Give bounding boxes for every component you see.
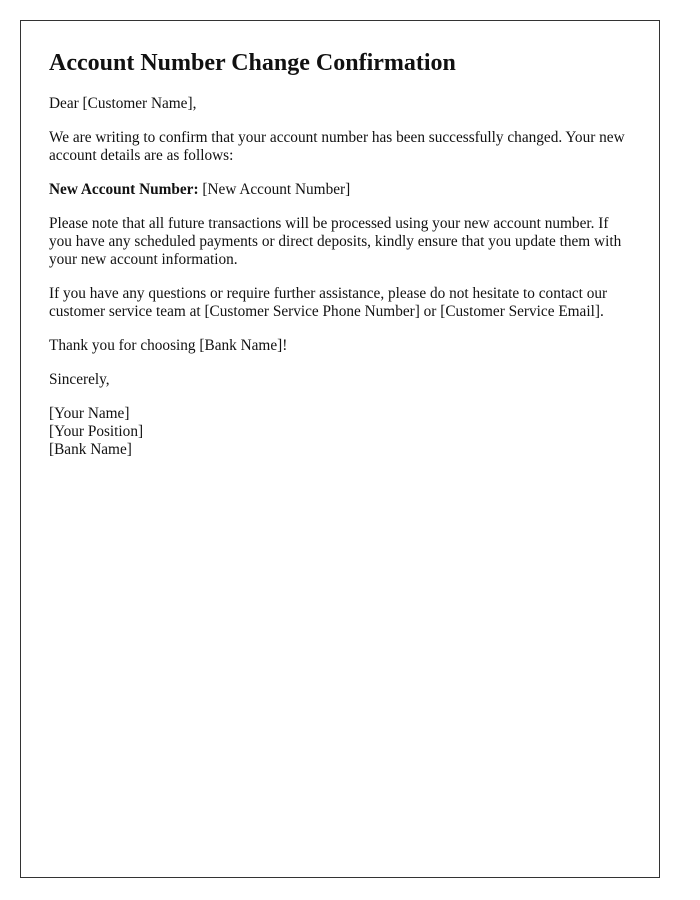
letter-title: Account Number Change Confirmation <box>49 50 456 76</box>
thanks-line: Thank you for choosing [Bank Name]! <box>49 337 288 354</box>
signature-block <box>49 405 631 459</box>
signature-position: [Your Position] <box>49 423 144 440</box>
greeting: Dear [Customer Name], <box>49 95 197 112</box>
account-number-value: [New Account Number] <box>198 181 351 198</box>
account-number-line <box>49 181 631 199</box>
letter-page <box>20 20 660 878</box>
account-number-label: New Account Number: <box>49 181 199 198</box>
contact-paragraph: If you have any questions or require further assistance, please do not hesitate to contact our customer service team at [Customer Service Phone Number] or [Customer Service Email]. <box>49 285 608 320</box>
confirmation-paragraph: We are writing to confirm that your account number has been successfully changed. Your new account details are as follows: <box>49 129 625 164</box>
closing-line: Sincerely, <box>49 371 110 388</box>
signature-name: [Your Name] <box>49 405 130 422</box>
transactions-paragraph: Please note that all future transactions will be processed using your new account number. If you have any scheduled payments or direct deposits, kindly ensure that you update them with your new account information. <box>49 215 622 268</box>
signature-bank: [Bank Name] <box>49 441 132 458</box>
